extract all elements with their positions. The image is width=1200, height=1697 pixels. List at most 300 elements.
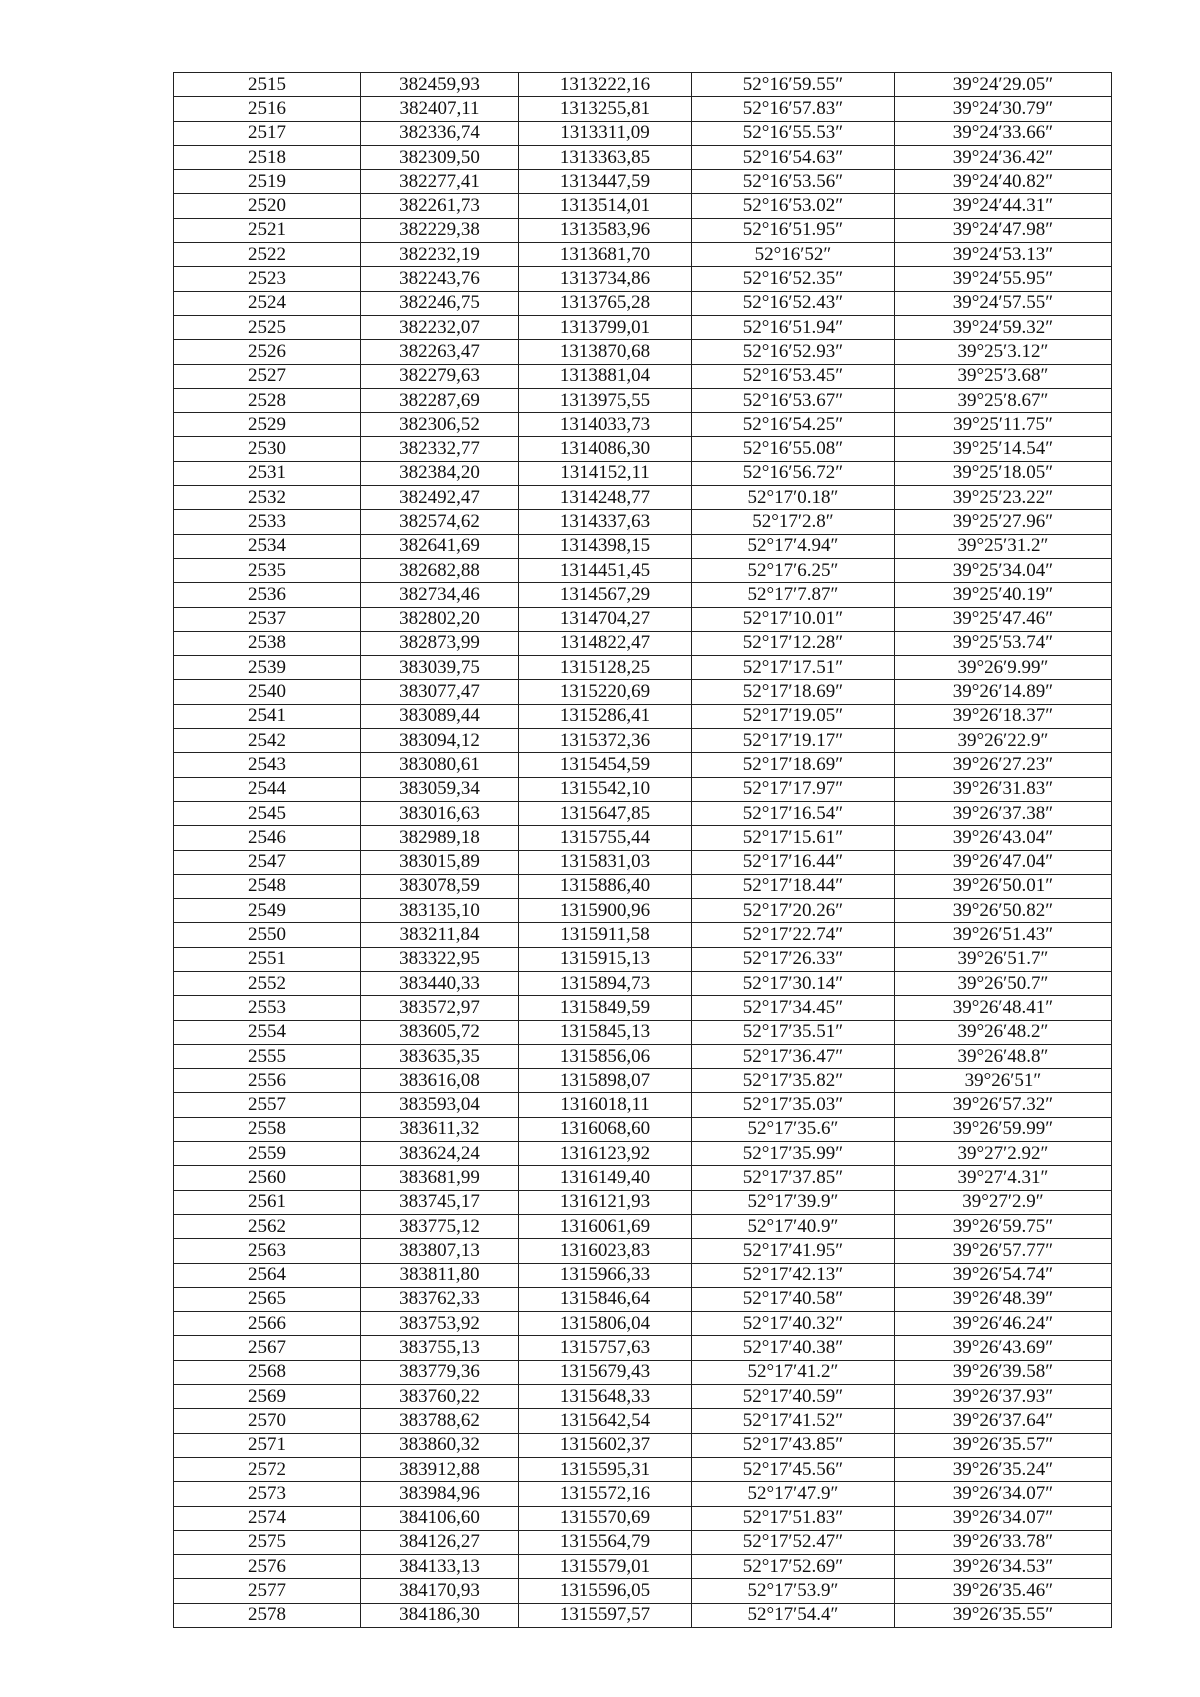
x-coordinate-cell: 384126,27	[361, 1530, 519, 1554]
point-number-cell: 2577	[174, 1579, 361, 1603]
y-coordinate-cell: 1314398,15	[519, 534, 692, 558]
latitude-cell: 52°17′40.59″	[692, 1385, 895, 1409]
y-coordinate-cell: 1315595,31	[519, 1457, 692, 1481]
x-coordinate-cell: 383912,88	[361, 1457, 519, 1481]
y-coordinate-cell: 1314248,77	[519, 486, 692, 510]
longitude-cell: 39°24′36.42″	[895, 145, 1112, 169]
point-number-cell: 2516	[174, 97, 361, 121]
y-coordinate-cell: 1313765,28	[519, 291, 692, 315]
y-coordinate-cell: 1314033,73	[519, 413, 692, 437]
table-row	[174, 826, 1112, 850]
y-coordinate-cell: 1315894,73	[519, 971, 692, 995]
point-number-cell: 2575	[174, 1530, 361, 1554]
latitude-cell: 52°17′26.33″	[692, 947, 895, 971]
table-row	[174, 413, 1112, 437]
longitude-cell: 39°26′34.07″	[895, 1506, 1112, 1530]
longitude-cell: 39°26′37.38″	[895, 801, 1112, 825]
x-coordinate-cell: 382332,77	[361, 437, 519, 461]
longitude-cell: 39°26′51.43″	[895, 923, 1112, 947]
latitude-cell: 52°17′35.6″	[692, 1117, 895, 1141]
latitude-cell: 52°17′45.56″	[692, 1457, 895, 1481]
x-coordinate-cell: 383059,34	[361, 777, 519, 801]
longitude-cell: 39°27′4.31″	[895, 1166, 1112, 1190]
latitude-cell: 52°16′53.67″	[692, 388, 895, 412]
point-number-cell: 2526	[174, 340, 361, 364]
longitude-cell: 39°24′33.66″	[895, 121, 1112, 145]
point-number-cell: 2548	[174, 874, 361, 898]
latitude-cell: 52°17′41.52″	[692, 1409, 895, 1433]
longitude-cell: 39°26′33.78″	[895, 1530, 1112, 1554]
y-coordinate-cell: 1313734,86	[519, 267, 692, 291]
longitude-cell: 39°26′57.77″	[895, 1239, 1112, 1263]
longitude-cell: 39°26′50.7″	[895, 971, 1112, 995]
latitude-cell: 52°17′22.74″	[692, 923, 895, 947]
table-row	[174, 267, 1112, 291]
table-row	[174, 753, 1112, 777]
x-coordinate-cell: 382407,11	[361, 97, 519, 121]
y-coordinate-cell: 1314451,45	[519, 558, 692, 582]
latitude-cell: 52°17′52.47″	[692, 1530, 895, 1554]
point-number-cell: 2531	[174, 461, 361, 485]
point-number-cell: 2541	[174, 704, 361, 728]
latitude-cell: 52°16′52″	[692, 243, 895, 267]
longitude-cell: 39°25′47.46″	[895, 607, 1112, 631]
table-row	[174, 73, 1112, 97]
y-coordinate-cell: 1314086,30	[519, 437, 692, 461]
table-row	[174, 1044, 1112, 1068]
point-number-cell: 2565	[174, 1287, 361, 1311]
longitude-cell: 39°26′51.7″	[895, 947, 1112, 971]
y-coordinate-cell: 1313255,81	[519, 97, 692, 121]
latitude-cell: 52°17′18.69″	[692, 680, 895, 704]
table-row	[174, 1263, 1112, 1287]
longitude-cell: 39°26′59.99″	[895, 1117, 1112, 1141]
x-coordinate-cell: 383572,97	[361, 996, 519, 1020]
y-coordinate-cell: 1315648,33	[519, 1385, 692, 1409]
latitude-cell: 52°16′51.95″	[692, 218, 895, 242]
table-row	[174, 971, 1112, 995]
y-coordinate-cell: 1313870,68	[519, 340, 692, 364]
table-row	[174, 1360, 1112, 1384]
table-row	[174, 947, 1112, 971]
latitude-cell: 52°17′42.13″	[692, 1263, 895, 1287]
y-coordinate-cell: 1315220,69	[519, 680, 692, 704]
longitude-cell: 39°26′50.01″	[895, 874, 1112, 898]
longitude-cell: 39°24′57.55″	[895, 291, 1112, 315]
longitude-cell: 39°26′48.2″	[895, 1020, 1112, 1044]
x-coordinate-cell: 383593,04	[361, 1093, 519, 1117]
x-coordinate-cell: 382802,20	[361, 607, 519, 631]
table-row	[174, 1336, 1112, 1360]
table-row	[174, 680, 1112, 704]
longitude-cell: 39°26′34.07″	[895, 1482, 1112, 1506]
point-number-cell: 2570	[174, 1409, 361, 1433]
y-coordinate-cell: 1313514,01	[519, 194, 692, 218]
point-number-cell: 2525	[174, 315, 361, 339]
x-coordinate-cell: 382232,07	[361, 315, 519, 339]
point-number-cell: 2566	[174, 1312, 361, 1336]
longitude-cell: 39°25′53.74″	[895, 631, 1112, 655]
longitude-cell: 39°27′2.92″	[895, 1142, 1112, 1166]
point-number-cell: 2576	[174, 1555, 361, 1579]
coordinates-table	[173, 72, 1112, 1628]
longitude-cell: 39°25′27.96″	[895, 510, 1112, 534]
x-coordinate-cell: 383089,44	[361, 704, 519, 728]
longitude-cell: 39°24′30.79″	[895, 97, 1112, 121]
latitude-cell: 52°17′6.25″	[692, 558, 895, 582]
longitude-cell: 39°26′31.83″	[895, 777, 1112, 801]
table-row	[174, 777, 1112, 801]
table-row	[174, 1312, 1112, 1336]
latitude-cell: 52°17′39.9″	[692, 1190, 895, 1214]
x-coordinate-cell: 382574,62	[361, 510, 519, 534]
longitude-cell: 39°26′43.04″	[895, 826, 1112, 850]
point-number-cell: 2540	[174, 680, 361, 704]
table-row	[174, 607, 1112, 631]
x-coordinate-cell: 384186,30	[361, 1603, 519, 1627]
table-row	[174, 996, 1112, 1020]
x-coordinate-cell: 383760,22	[361, 1385, 519, 1409]
y-coordinate-cell: 1315831,03	[519, 850, 692, 874]
x-coordinate-cell: 382873,99	[361, 631, 519, 655]
table-row	[174, 315, 1112, 339]
point-number-cell: 2556	[174, 1069, 361, 1093]
point-number-cell: 2560	[174, 1166, 361, 1190]
point-number-cell: 2549	[174, 899, 361, 923]
x-coordinate-cell: 383753,92	[361, 1312, 519, 1336]
point-number-cell: 2571	[174, 1433, 361, 1457]
point-number-cell: 2546	[174, 826, 361, 850]
latitude-cell: 52°16′52.43″	[692, 291, 895, 315]
table-row	[174, 704, 1112, 728]
x-coordinate-cell: 383611,32	[361, 1117, 519, 1141]
longitude-cell: 39°25′14.54″	[895, 437, 1112, 461]
longitude-cell: 39°26′59.75″	[895, 1214, 1112, 1238]
x-coordinate-cell: 382232,19	[361, 243, 519, 267]
y-coordinate-cell: 1313311,09	[519, 121, 692, 145]
y-coordinate-cell: 1315886,40	[519, 874, 692, 898]
latitude-cell: 52°17′43.85″	[692, 1433, 895, 1457]
y-coordinate-cell: 1316121,93	[519, 1190, 692, 1214]
longitude-cell: 39°25′8.67″	[895, 388, 1112, 412]
table-row	[174, 1579, 1112, 1603]
latitude-cell: 52°17′51.83″	[692, 1506, 895, 1530]
point-number-cell: 2562	[174, 1214, 361, 1238]
point-number-cell: 2564	[174, 1263, 361, 1287]
x-coordinate-cell: 382492,47	[361, 486, 519, 510]
table-row	[174, 461, 1112, 485]
point-number-cell: 2553	[174, 996, 361, 1020]
y-coordinate-cell: 1315898,07	[519, 1069, 692, 1093]
y-coordinate-cell: 1315579,01	[519, 1555, 692, 1579]
y-coordinate-cell: 1316023,83	[519, 1239, 692, 1263]
longitude-cell: 39°26′48.41″	[895, 996, 1112, 1020]
latitude-cell: 52°17′41.95″	[692, 1239, 895, 1263]
point-number-cell: 2538	[174, 631, 361, 655]
table-row	[174, 1482, 1112, 1506]
point-number-cell: 2519	[174, 170, 361, 194]
point-number-cell: 2521	[174, 218, 361, 242]
latitude-cell: 52°17′15.61″	[692, 826, 895, 850]
point-number-cell: 2543	[174, 753, 361, 777]
y-coordinate-cell: 1313447,59	[519, 170, 692, 194]
table-row	[174, 874, 1112, 898]
longitude-cell: 39°26′37.64″	[895, 1409, 1112, 1433]
x-coordinate-cell: 384106,60	[361, 1506, 519, 1530]
y-coordinate-cell: 1315642,54	[519, 1409, 692, 1433]
point-number-cell: 2558	[174, 1117, 361, 1141]
y-coordinate-cell: 1315900,96	[519, 899, 692, 923]
point-number-cell: 2520	[174, 194, 361, 218]
x-coordinate-cell: 383681,99	[361, 1166, 519, 1190]
table-row	[174, 97, 1112, 121]
x-coordinate-cell: 383860,32	[361, 1433, 519, 1457]
longitude-cell: 39°25′11.75″	[895, 413, 1112, 437]
latitude-cell: 52°17′4.94″	[692, 534, 895, 558]
point-number-cell: 2518	[174, 145, 361, 169]
x-coordinate-cell: 383779,36	[361, 1360, 519, 1384]
longitude-cell: 39°26′48.8″	[895, 1044, 1112, 1068]
latitude-cell: 52°16′54.25″	[692, 413, 895, 437]
latitude-cell: 52°17′47.9″	[692, 1482, 895, 1506]
point-number-cell: 2572	[174, 1457, 361, 1481]
point-number-cell: 2545	[174, 801, 361, 825]
y-coordinate-cell: 1314337,63	[519, 510, 692, 534]
y-coordinate-cell: 1313583,96	[519, 218, 692, 242]
latitude-cell: 52°17′40.38″	[692, 1336, 895, 1360]
point-number-cell: 2536	[174, 583, 361, 607]
latitude-cell: 52°17′17.51″	[692, 656, 895, 680]
y-coordinate-cell: 1316018,11	[519, 1093, 692, 1117]
longitude-cell: 39°24′29.05″	[895, 73, 1112, 97]
latitude-cell: 52°16′55.53″	[692, 121, 895, 145]
point-number-cell: 2551	[174, 947, 361, 971]
y-coordinate-cell: 1315572,16	[519, 1482, 692, 1506]
y-coordinate-cell: 1315849,59	[519, 996, 692, 1020]
longitude-cell: 39°25′31.2″	[895, 534, 1112, 558]
latitude-cell: 52°17′2.8″	[692, 510, 895, 534]
y-coordinate-cell: 1315286,41	[519, 704, 692, 728]
point-number-cell: 2528	[174, 388, 361, 412]
table-row	[174, 388, 1112, 412]
x-coordinate-cell: 382243,76	[361, 267, 519, 291]
table-row	[174, 1457, 1112, 1481]
point-number-cell: 2559	[174, 1142, 361, 1166]
point-number-cell: 2515	[174, 73, 361, 97]
table-row	[174, 340, 1112, 364]
point-number-cell: 2529	[174, 413, 361, 437]
x-coordinate-cell: 383807,13	[361, 1239, 519, 1263]
x-coordinate-cell: 383775,12	[361, 1214, 519, 1238]
point-number-cell: 2557	[174, 1093, 361, 1117]
y-coordinate-cell: 1315856,06	[519, 1044, 692, 1068]
longitude-cell: 39°27′2.9″	[895, 1190, 1112, 1214]
longitude-cell: 39°26′54.74″	[895, 1263, 1112, 1287]
point-number-cell: 2555	[174, 1044, 361, 1068]
latitude-cell: 52°17′18.44″	[692, 874, 895, 898]
longitude-cell: 39°26′34.53″	[895, 1555, 1112, 1579]
latitude-cell: 52°16′59.55″	[692, 73, 895, 97]
y-coordinate-cell: 1315597,57	[519, 1603, 692, 1627]
table-row	[174, 583, 1112, 607]
latitude-cell: 52°16′51.94″	[692, 315, 895, 339]
x-coordinate-cell: 383322,95	[361, 947, 519, 971]
latitude-cell: 52°16′52.35″	[692, 267, 895, 291]
table-row	[174, 923, 1112, 947]
table-row	[174, 558, 1112, 582]
longitude-cell: 39°26′35.24″	[895, 1457, 1112, 1481]
latitude-cell: 52°17′40.58″	[692, 1287, 895, 1311]
latitude-cell: 52°17′19.05″	[692, 704, 895, 728]
latitude-cell: 52°17′54.4″	[692, 1603, 895, 1627]
table-row	[174, 899, 1112, 923]
latitude-cell: 52°17′40.9″	[692, 1214, 895, 1238]
x-coordinate-cell: 382246,75	[361, 291, 519, 315]
longitude-cell: 39°24′40.82″	[895, 170, 1112, 194]
latitude-cell: 52°17′52.69″	[692, 1555, 895, 1579]
table-row	[174, 1214, 1112, 1238]
x-coordinate-cell: 383762,33	[361, 1287, 519, 1311]
point-number-cell: 2530	[174, 437, 361, 461]
x-coordinate-cell: 383616,08	[361, 1069, 519, 1093]
point-number-cell: 2533	[174, 510, 361, 534]
point-number-cell: 2535	[174, 558, 361, 582]
point-number-cell: 2534	[174, 534, 361, 558]
latitude-cell: 52°16′53.45″	[692, 364, 895, 388]
y-coordinate-cell: 1313799,01	[519, 315, 692, 339]
x-coordinate-cell: 383788,62	[361, 1409, 519, 1433]
table-row	[174, 486, 1112, 510]
point-number-cell: 2547	[174, 850, 361, 874]
latitude-cell: 52°17′0.18″	[692, 486, 895, 510]
x-coordinate-cell: 382309,50	[361, 145, 519, 169]
x-coordinate-cell: 382279,63	[361, 364, 519, 388]
table-row	[174, 194, 1112, 218]
point-number-cell: 2523	[174, 267, 361, 291]
y-coordinate-cell: 1315757,63	[519, 1336, 692, 1360]
table-row	[174, 1433, 1112, 1457]
longitude-cell: 39°25′23.22″	[895, 486, 1112, 510]
x-coordinate-cell: 382261,73	[361, 194, 519, 218]
table-row	[174, 145, 1112, 169]
y-coordinate-cell: 1313975,55	[519, 388, 692, 412]
longitude-cell: 39°25′3.68″	[895, 364, 1112, 388]
table-row	[174, 1287, 1112, 1311]
latitude-cell: 52°17′34.45″	[692, 996, 895, 1020]
longitude-cell: 39°26′18.37″	[895, 704, 1112, 728]
x-coordinate-cell: 383077,47	[361, 680, 519, 704]
longitude-cell: 39°25′18.05″	[895, 461, 1112, 485]
latitude-cell: 52°17′12.28″	[692, 631, 895, 655]
longitude-cell: 39°26′35.46″	[895, 1579, 1112, 1603]
point-number-cell: 2561	[174, 1190, 361, 1214]
table-row	[174, 1190, 1112, 1214]
y-coordinate-cell: 1315542,10	[519, 777, 692, 801]
x-coordinate-cell: 382277,41	[361, 170, 519, 194]
longitude-cell: 39°24′59.32″	[895, 315, 1112, 339]
table-row	[174, 1506, 1112, 1530]
x-coordinate-cell: 382306,52	[361, 413, 519, 437]
point-number-cell: 2527	[174, 364, 361, 388]
longitude-cell: 39°26′46.24″	[895, 1312, 1112, 1336]
latitude-cell: 52°17′20.26″	[692, 899, 895, 923]
y-coordinate-cell: 1314822,47	[519, 631, 692, 655]
table-row	[174, 534, 1112, 558]
y-coordinate-cell: 1315596,05	[519, 1579, 692, 1603]
y-coordinate-cell: 1316149,40	[519, 1166, 692, 1190]
table-row	[174, 1020, 1112, 1044]
latitude-cell: 52°17′53.9″	[692, 1579, 895, 1603]
x-coordinate-cell: 383078,59	[361, 874, 519, 898]
y-coordinate-cell: 1315128,25	[519, 656, 692, 680]
table-row	[174, 1166, 1112, 1190]
y-coordinate-cell: 1316061,69	[519, 1214, 692, 1238]
y-coordinate-cell: 1315679,43	[519, 1360, 692, 1384]
table-row	[174, 1530, 1112, 1554]
x-coordinate-cell: 383745,17	[361, 1190, 519, 1214]
latitude-cell: 52°17′7.87″	[692, 583, 895, 607]
table-row	[174, 729, 1112, 753]
point-number-cell: 2550	[174, 923, 361, 947]
x-coordinate-cell: 382384,20	[361, 461, 519, 485]
table-row	[174, 291, 1112, 315]
point-number-cell: 2532	[174, 486, 361, 510]
x-coordinate-cell: 383440,33	[361, 971, 519, 995]
latitude-cell: 52°16′53.02″	[692, 194, 895, 218]
x-coordinate-cell: 383984,96	[361, 1482, 519, 1506]
coordinates-table-body	[174, 73, 1112, 1628]
y-coordinate-cell: 1315570,69	[519, 1506, 692, 1530]
latitude-cell: 52°16′55.08″	[692, 437, 895, 461]
point-number-cell: 2567	[174, 1336, 361, 1360]
table-row	[174, 437, 1112, 461]
longitude-cell: 39°25′34.04″	[895, 558, 1112, 582]
table-row	[174, 243, 1112, 267]
point-number-cell: 2552	[174, 971, 361, 995]
longitude-cell: 39°26′37.93″	[895, 1385, 1112, 1409]
point-number-cell: 2539	[174, 656, 361, 680]
latitude-cell: 52°17′19.17″	[692, 729, 895, 753]
latitude-cell: 52°17′41.2″	[692, 1360, 895, 1384]
y-coordinate-cell: 1315372,36	[519, 729, 692, 753]
y-coordinate-cell: 1313681,70	[519, 243, 692, 267]
latitude-cell: 52°17′35.03″	[692, 1093, 895, 1117]
longitude-cell: 39°26′51″	[895, 1069, 1112, 1093]
y-coordinate-cell: 1314152,11	[519, 461, 692, 485]
x-coordinate-cell: 384170,93	[361, 1579, 519, 1603]
latitude-cell: 52°17′40.32″	[692, 1312, 895, 1336]
table-row	[174, 121, 1112, 145]
y-coordinate-cell: 1315911,58	[519, 923, 692, 947]
longitude-cell: 39°26′22.9″	[895, 729, 1112, 753]
x-coordinate-cell: 383094,12	[361, 729, 519, 753]
table-row	[174, 1385, 1112, 1409]
y-coordinate-cell: 1315845,13	[519, 1020, 692, 1044]
x-coordinate-cell: 382336,74	[361, 121, 519, 145]
latitude-cell: 52°16′57.83″	[692, 97, 895, 121]
table-row	[174, 631, 1112, 655]
point-number-cell: 2517	[174, 121, 361, 145]
latitude-cell: 52°16′56.72″	[692, 461, 895, 485]
x-coordinate-cell: 384133,13	[361, 1555, 519, 1579]
point-number-cell: 2578	[174, 1603, 361, 1627]
point-number-cell: 2574	[174, 1506, 361, 1530]
longitude-cell: 39°26′39.58″	[895, 1360, 1112, 1384]
y-coordinate-cell: 1315564,79	[519, 1530, 692, 1554]
latitude-cell: 52°17′10.01″	[692, 607, 895, 631]
x-coordinate-cell: 383811,80	[361, 1263, 519, 1287]
table-row	[174, 1117, 1112, 1141]
